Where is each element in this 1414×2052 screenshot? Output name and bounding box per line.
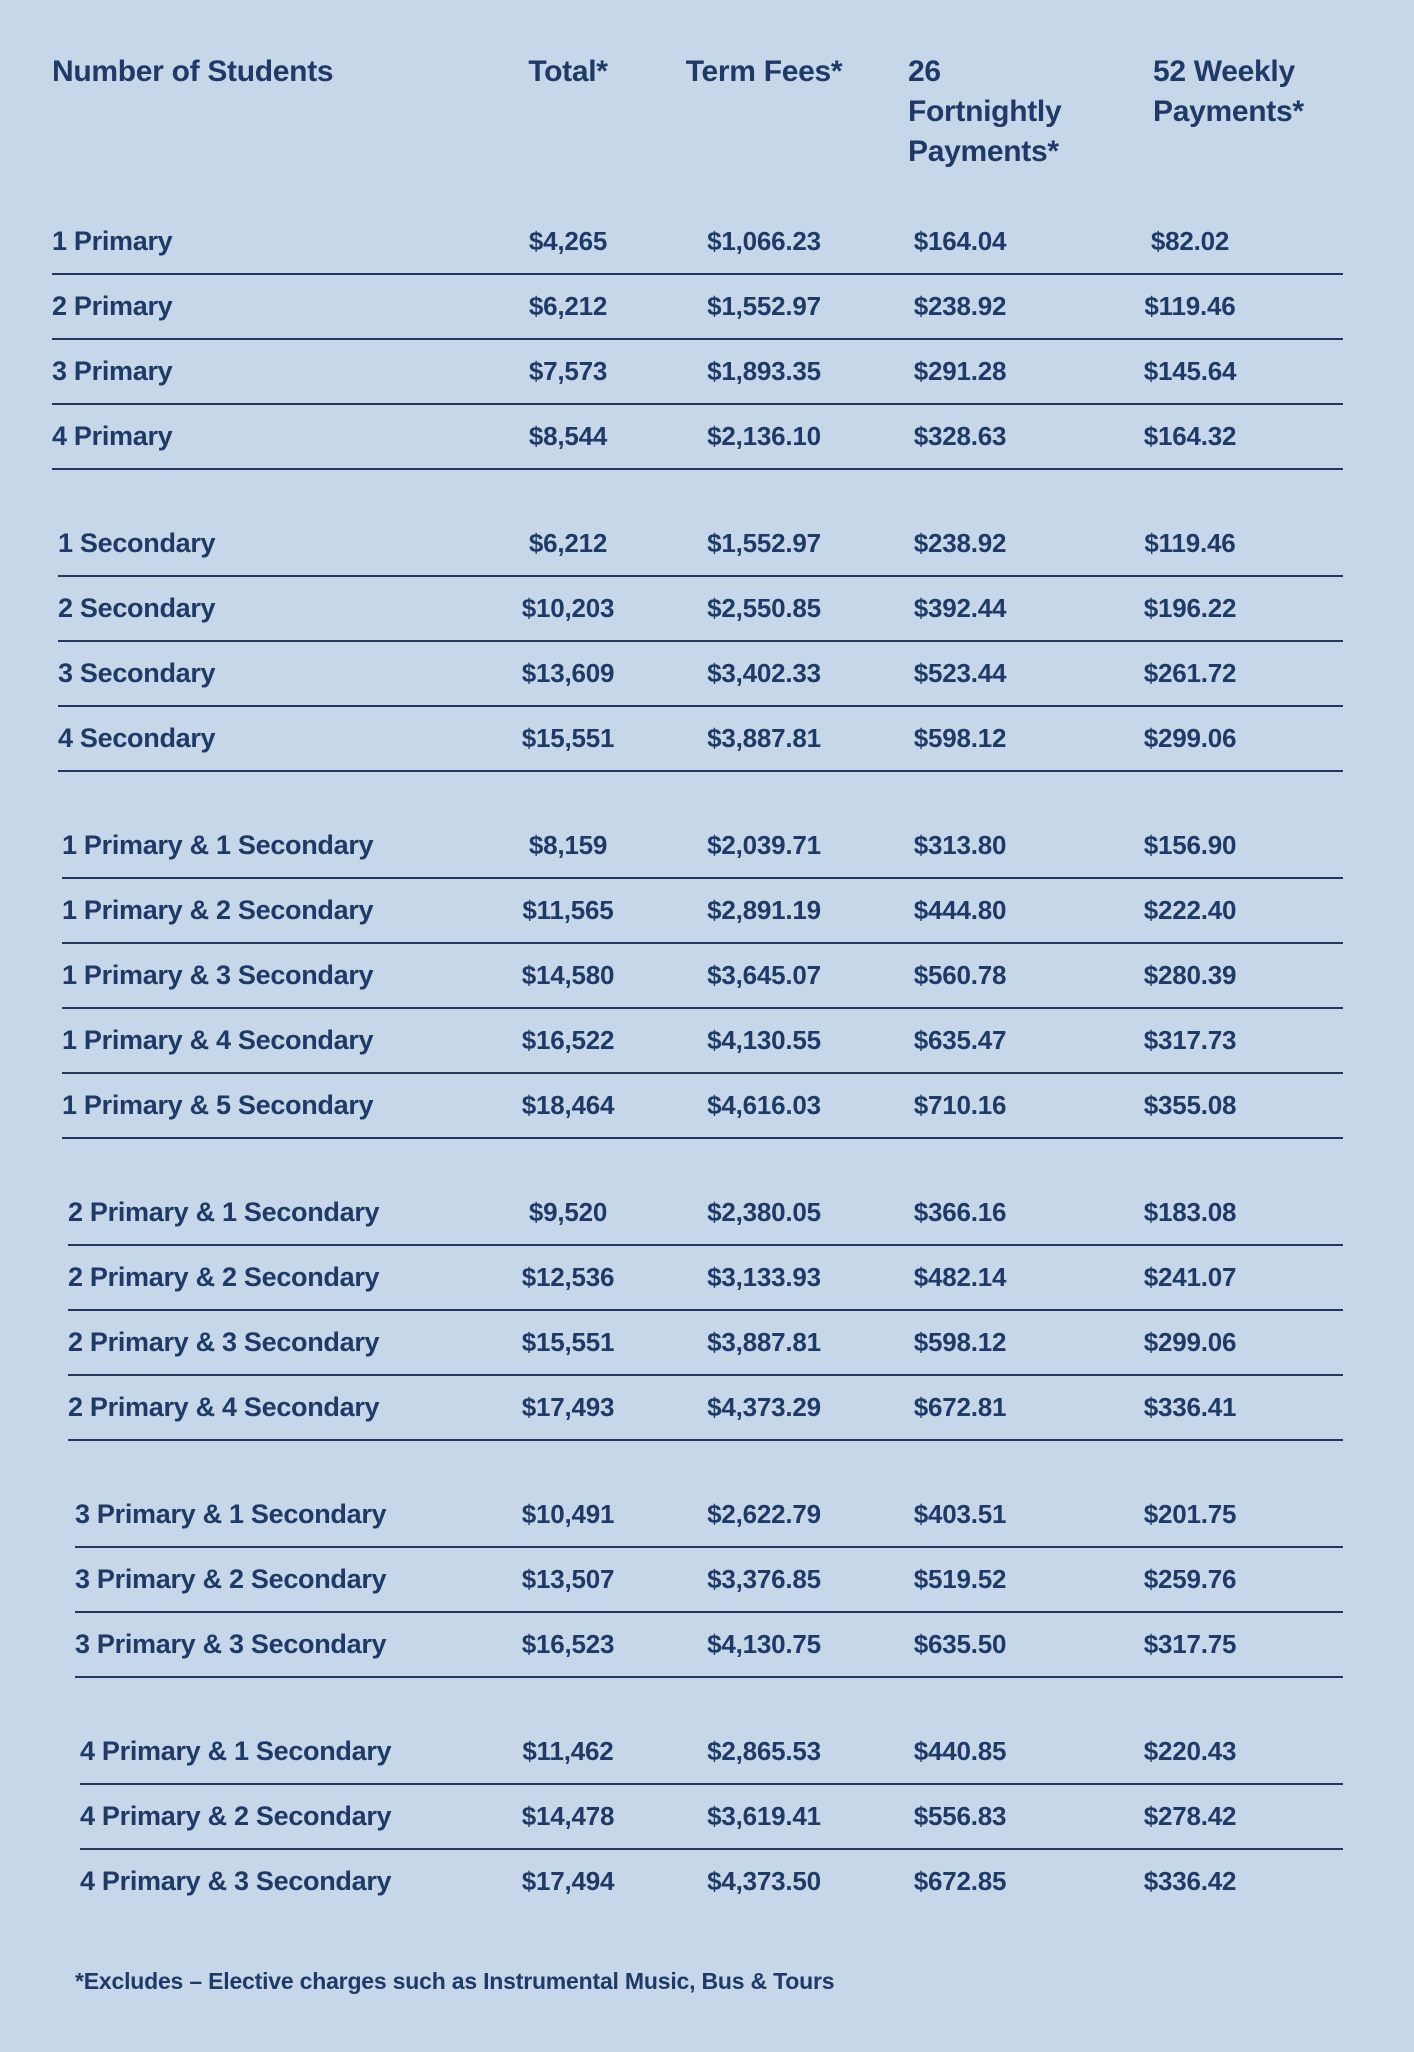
fee-group-one-primary-mixed (62, 814, 1343, 1139)
row-label: 1 Primary & 1 Secondary (62, 830, 374, 860)
weekly-value: $317.73 (1143, 1025, 1237, 1055)
total-value: $14,580 (521, 960, 615, 990)
term-fees-value: $1,552.97 (707, 528, 821, 558)
fortnightly-value: $440.85 (913, 1736, 1007, 1766)
row-label: 3 Primary & 3 Secondary (75, 1629, 387, 1659)
fortnightly-value: $444.80 (913, 895, 1007, 925)
table-row (58, 512, 1343, 577)
total-value: $18,464 (521, 1090, 615, 1120)
table-row (75, 1483, 1343, 1548)
table-row (52, 405, 1343, 470)
total-value: $15,551 (521, 723, 615, 753)
term-fees-value: $2,380.05 (707, 1197, 821, 1227)
weekly-value: $164.32 (1143, 421, 1237, 451)
row-label: 4 Primary & 2 Secondary (80, 1801, 392, 1831)
total-value: $6,212 (528, 291, 608, 321)
weekly-value: $82.02 (1150, 226, 1230, 256)
row-label: 2 Primary & 3 Secondary (68, 1327, 380, 1357)
total-value: $7,573 (528, 356, 608, 386)
row-label: 1 Primary & 5 Secondary (62, 1090, 374, 1120)
total-value: $13,507 (521, 1564, 615, 1594)
fortnightly-value: $710.16 (913, 1090, 1007, 1120)
weekly-value: $183.08 (1143, 1197, 1237, 1227)
weekly-value: $119.46 (1144, 528, 1236, 558)
fortnightly-value: $598.12 (913, 1327, 1007, 1357)
term-fees-value: $4,373.50 (707, 1866, 821, 1896)
row-label: 3 Primary & 1 Secondary (75, 1499, 387, 1529)
term-fees-value: $2,865.53 (707, 1736, 821, 1766)
row-label: 4 Primary (52, 421, 173, 451)
total-value: $15,551 (521, 1327, 615, 1357)
weekly-value: $280.39 (1143, 960, 1237, 990)
column-header-students: Number of Students (52, 55, 334, 88)
table-row (75, 1613, 1343, 1678)
footnote: *Excludes – Elective charges such as Instrumental Music, Bus & Tours (75, 1968, 835, 1994)
fortnightly-value: $392.44 (913, 593, 1007, 623)
table-row (52, 210, 1343, 275)
fee-group-four-primary-mixed (80, 1720, 1343, 1913)
table-row (80, 1850, 1343, 1913)
table-row (68, 1246, 1343, 1311)
term-fees-value: $4,616.03 (707, 1090, 821, 1120)
term-fees-value: $3,619.41 (707, 1801, 821, 1831)
term-fees-value: $4,130.75 (707, 1629, 821, 1659)
fortnightly-value: $366.16 (913, 1197, 1007, 1227)
fortnightly-value: $523.44 (913, 658, 1007, 688)
fortnightly-value: $519.52 (913, 1564, 1007, 1594)
weekly-value: $259.76 (1143, 1564, 1237, 1594)
term-fees-value: $2,136.10 (707, 421, 821, 451)
fortnightly-value: $635.47 (913, 1025, 1007, 1055)
row-label: 1 Primary & 2 Secondary (62, 895, 374, 925)
weekly-value: $220.43 (1143, 1736, 1237, 1766)
table-row (52, 340, 1343, 405)
fortnightly-value: $291.28 (913, 356, 1007, 386)
row-label: 1 Secondary (58, 528, 216, 558)
total-value: $4,265 (528, 226, 608, 256)
row-label: 3 Primary & 2 Secondary (75, 1564, 387, 1594)
row-label: 3 Secondary (58, 658, 216, 688)
total-value: $8,544 (528, 421, 608, 451)
fortnightly-value: $482.14 (913, 1262, 1007, 1292)
term-fees-value: $3,645.07 (707, 960, 821, 990)
weekly-value: $336.42 (1143, 1866, 1237, 1896)
row-label: 1 Primary & 3 Secondary (62, 960, 374, 990)
row-label: 2 Primary & 2 Secondary (68, 1262, 380, 1292)
table-row (62, 879, 1343, 944)
fortnightly-value: $672.85 (913, 1866, 1007, 1896)
row-label: 2 Secondary (58, 593, 216, 623)
total-value: $11,462 (522, 1736, 614, 1766)
column-header-fortnightly: 26 Fortnightly Payments* (908, 55, 1062, 168)
fortnightly-value: $328.63 (913, 421, 1007, 451)
weekly-value: $201.75 (1143, 1499, 1237, 1529)
weekly-value: $317.75 (1143, 1629, 1237, 1659)
total-value: $9,520 (528, 1197, 608, 1227)
row-label: 3 Primary (52, 356, 173, 386)
total-value: $10,203 (521, 593, 615, 623)
weekly-value: $299.06 (1143, 1327, 1237, 1357)
total-value: $6,212 (528, 528, 608, 558)
row-label: 1 Primary & 4 Secondary (62, 1025, 374, 1055)
weekly-value: $278.42 (1143, 1801, 1237, 1831)
total-value: $17,494 (521, 1866, 615, 1896)
term-fees-value: $1,893.35 (707, 356, 821, 386)
term-fees-value: $2,622.79 (707, 1499, 821, 1529)
fortnightly-value: $164.04 (913, 226, 1007, 256)
term-fees-value: $3,402.33 (707, 658, 821, 688)
weekly-value: $119.46 (1144, 291, 1236, 321)
table-row (75, 1548, 1343, 1613)
row-label: 4 Primary & 1 Secondary (80, 1736, 392, 1766)
fee-group-secondary-only (58, 512, 1343, 772)
term-fees-value: $3,376.85 (707, 1564, 821, 1594)
weekly-value: $299.06 (1143, 723, 1237, 753)
table-row (62, 1009, 1343, 1074)
fortnightly-value: $556.83 (913, 1801, 1007, 1831)
weekly-value: $336.41 (1143, 1392, 1237, 1422)
weekly-value: $355.08 (1143, 1090, 1237, 1120)
weekly-value: $241.07 (1143, 1262, 1237, 1292)
table-row (68, 1311, 1343, 1376)
fortnightly-value: $672.81 (913, 1392, 1007, 1422)
table-header (52, 52, 1343, 172)
column-header-weekly: 52 Weekly Payments* (1153, 55, 1304, 128)
row-label: 4 Secondary (58, 723, 216, 753)
weekly-value: $222.40 (1143, 895, 1237, 925)
row-label: 4 Primary & 3 Secondary (80, 1866, 392, 1896)
term-fees-value: $2,891.19 (707, 895, 821, 925)
table-row (68, 1181, 1343, 1246)
total-value: $11,565 (522, 895, 614, 925)
column-header-total: Total* (528, 55, 608, 88)
term-fees-value: $4,130.55 (707, 1025, 821, 1055)
term-fees-value: $1,066.23 (707, 226, 821, 256)
fortnightly-value: $560.78 (913, 960, 1007, 990)
total-value: $13,609 (521, 658, 615, 688)
fortnightly-value: $403.51 (913, 1499, 1007, 1529)
term-fees-value: $3,887.81 (707, 1327, 821, 1357)
table-row (62, 814, 1343, 879)
total-value: $10,491 (521, 1499, 615, 1529)
total-value: $16,523 (521, 1629, 615, 1659)
fee-group-two-primary-mixed (68, 1181, 1343, 1441)
table-row (58, 577, 1343, 642)
table-row (80, 1785, 1343, 1850)
table-row (58, 642, 1343, 707)
table-row (62, 944, 1343, 1009)
table-row (80, 1720, 1343, 1785)
term-fees-value: $3,133.93 (707, 1262, 821, 1292)
fee-group-three-primary-mixed (75, 1483, 1343, 1678)
weekly-value: $196.22 (1143, 593, 1237, 623)
row-label: 1 Primary (52, 226, 173, 256)
fee-group-primary-only (52, 210, 1343, 470)
table-row (62, 1074, 1343, 1139)
weekly-value: $261.72 (1143, 658, 1237, 688)
term-fees-value: $2,039.71 (707, 830, 821, 860)
weekly-value: $145.64 (1143, 356, 1237, 386)
fortnightly-value: $238.92 (913, 291, 1007, 321)
term-fees-value: $1,552.97 (707, 291, 821, 321)
fortnightly-value: $238.92 (913, 528, 1007, 558)
table-row (68, 1376, 1343, 1441)
fortnightly-value: $598.12 (913, 723, 1007, 753)
fortnightly-value: $635.50 (913, 1629, 1007, 1659)
row-label: 2 Primary (52, 291, 173, 321)
row-label: 2 Primary & 4 Secondary (68, 1392, 380, 1422)
term-fees-value: $2,550.85 (707, 593, 821, 623)
row-label: 2 Primary & 1 Secondary (68, 1197, 380, 1227)
term-fees-value: $4,373.29 (707, 1392, 821, 1422)
fortnightly-value: $313.80 (913, 830, 1007, 860)
total-value: $16,522 (521, 1025, 615, 1055)
table-row (52, 275, 1343, 340)
term-fees-value: $3,887.81 (707, 723, 821, 753)
total-value: $14,478 (521, 1801, 615, 1831)
table-row (58, 707, 1343, 772)
total-value: $12,536 (521, 1262, 615, 1292)
fee-table-body (0, 210, 1343, 1913)
column-header-term-fees: Term Fees* (685, 55, 843, 88)
weekly-value: $156.90 (1143, 830, 1237, 860)
total-value: $17,493 (521, 1392, 615, 1422)
total-value: $8,159 (528, 830, 608, 860)
